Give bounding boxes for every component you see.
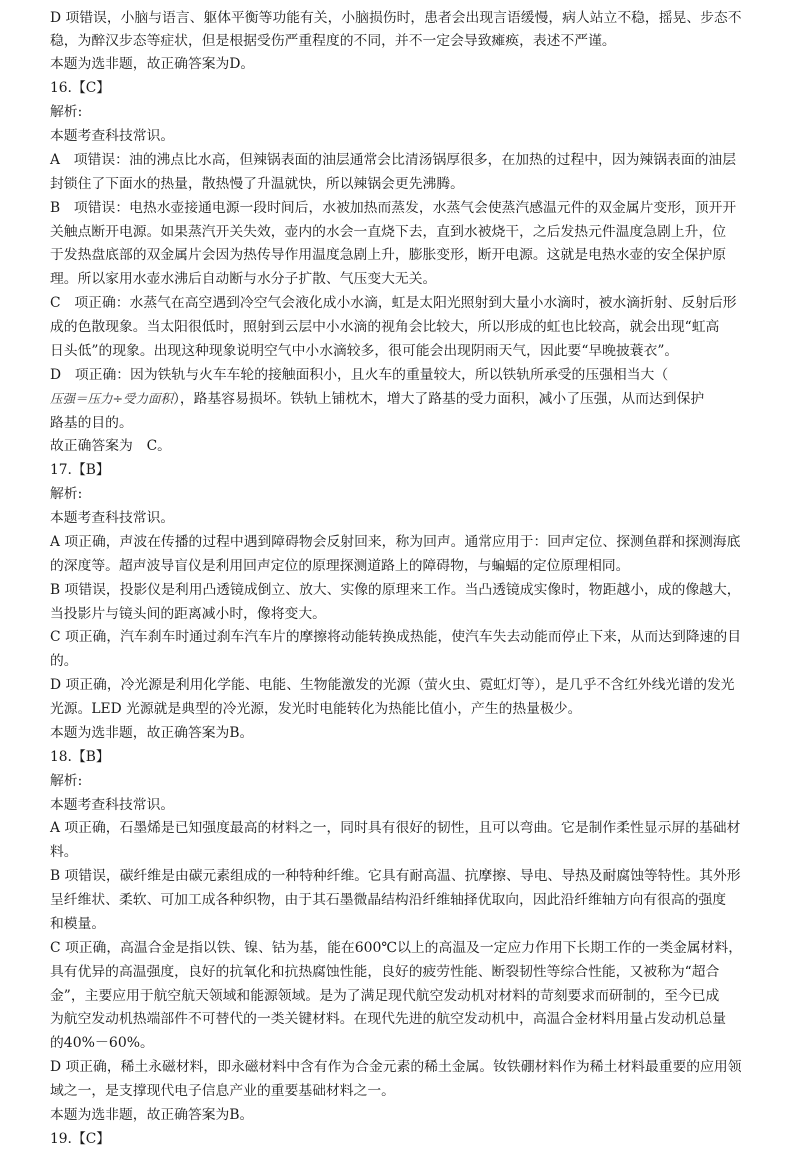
text-line: 日头低”的现象。出现这种现象说明空气中小水滴较多，很可能会出现阴雨天气，因此要“早晚披蓑衣”。 [50,342,679,359]
text-line: 本题考查科技常识。 [50,510,175,527]
text-line: 稳，为醉汉步态等症状，但是根据受伤严重程度的不同，并不一定会导致瘫痪，表述不严谨。 [50,32,616,49]
text-line: 故正确答案为 C。 [50,438,171,455]
text-line: 路基的目的。 [50,414,133,431]
text-line: 本题为选非题，故正确答案为B。 [50,724,254,741]
text-line: 的。 [50,653,78,670]
text-line: 的40%－60%。 [50,1035,154,1052]
text-line: B 项错误，碳纤维是由碳元素组成的一种特种纤维。它具有耐高温、抗摩擦、导电、导热及耐腐蚀等特性。其外形 [50,868,741,885]
text-line: D 项正确，冷光源是利用化学能、电能、生物能激发的光源（萤火虫、霓虹灯等），是几乎不含红外线光谱的发光 [50,677,735,694]
text-line: D 项正确，稀土永磁材料，即永磁材料中含有作为合金元素的稀土金属。钕铁硼材料作为稀土材料最重要的应用领 [50,1059,742,1076]
text-line: 封锁住了下面水的热量，散热慢了升温就快，所以辣锅会更先沸腾。 [50,175,464,192]
text-line: 本题考查科技常识。 [50,128,175,145]
text-line: A 项正确，声波在传播的过程中遇到障碍物会反射回来，称为回声。通常应用于：回声定位、探测鱼群和探测海底 [50,533,741,550]
text-line: B 项错误：电热水壶接通电源一段时间后，水被加热而蒸发，水蒸气会使蒸汽感温元件的双金属片变形，顶开开 [50,199,737,216]
text-line: B 项错误，投影仪是利用凸透镜成倒立、放大、实像的原理来工作。当凸透镜成实像时，物距越小，成的像越大， [50,581,741,598]
question-number: 17.【B】 [50,462,110,479]
text-line: 本题为选非题，故正确答案为B。 [50,1107,254,1124]
text-line: D 项错误，小脑与语言、躯体平衡等功能有关，小脑损伤时，患者会出现言语缓慢，病人站立不稳，摇晃、步态不 [50,9,742,26]
text-line: 压强＝压力÷受力面积），路基容易损坏。铁轨上铺枕木，增大了路基的受力面积，减小了压强，从而达到保护 [50,390,705,407]
question-number: 18.【B】 [50,748,110,765]
text-line: 呈纤维状、柔软、可加工成各种织物，由于其石墨微晶结构沿纤维轴择优取向，因此沿纤维轴方向有很高的强度 [50,892,727,909]
question-number: 16.【C】 [50,80,111,97]
formula-image: 压强＝压力÷受力面积 [50,390,173,406]
text-line: D 项正确：因为铁轨与火车车轮的接触面积小，且火车的重量较大，所以铁轨所承受的压强相当大（ [50,366,669,383]
text-line: 本题为选非题，故正确答案为D。 [50,56,255,73]
text-line: A 项错误：油的沸点比水高，但辣锅表面的油层通常会比清汤锅厚很多，在加热的过程中，因为辣锅表面的油层 [50,151,737,168]
text-line: 的深度等。超声波导盲仪是利用回声定位的原理探测道路上的障碍物，与蝙蝠的定位原理相同。 [50,557,630,574]
text-line: 于发热盘底部的双金属片会因为热传导作用温度急剧上升，膨胀变形，断开电源。这就是电热水壶的安全保护原 [50,247,727,264]
text-line: C 项正确，高温合金是指以铁、镍、钴为基，能在600℃以上的高温及一定应力作用下长期工作的一类金属材料， [50,939,742,956]
temperature-value: 600℃ [354,939,398,956]
text-line: 当投影片与镜头间的距离减小时，像将变大。 [50,605,326,622]
text-line: 光源。LED 光源就是典型的冷光源，发光时电能转化为热能比值小，产生的热量极少。 [50,701,582,718]
text-line: 成的色散现象。当太阳很低时，照射到云层中小水滴的视角会比较大，所以形成的虹也比较高，就会出现“虹高 [50,319,720,336]
text-line: C 项正确：水蒸气在高空遇到冷空气会液化成小水滴，虹是太阳光照射到大量小水滴时，被水滴折射、反射后形 [50,295,737,312]
text-line: A 项正确，石墨烯是已知强度最高的材料之一，同时具有很好的韧性，且可以弯曲。它是制作柔性显示屏的基础材 [50,820,741,837]
text-line: 具有优异的高温强度，良好的抗氧化和抗热腐蚀性能，良好的疲劳性能、断裂韧性等综合性能，又被称为“超合 [50,963,720,980]
percentage-range: 40%－60% [63,1035,141,1052]
question-number: 19.【C】 [50,1131,111,1148]
text-line: C 项正确，汽车刹车时通过刹车汽车片的摩擦将动能转换成热能，使汽车失去动能而停止下来，从而达到降速的目 [50,629,741,646]
text-line: 域之一，是支撑现代电子信息产业的重要基础材料之一。 [50,1083,395,1100]
text-line: 本题考查科技常识。 [50,796,175,813]
text-line: 和模量。 [50,915,106,932]
text-line: 料。 [50,844,78,861]
text-line: 关触点断开电源。如果蒸汽开关失效，壶内的水会一直烧下去，直到水被烧干，之后发热元件温度急剧上升，位 [50,223,727,240]
text-line: 解析: [50,486,83,503]
text-line: 解析: [50,104,83,121]
text-line: 金”，主要应用于航空航天领域和能源领域。是为了满足现代航空发动机对材料的苛刻要求而研制的，至今已成 [50,987,720,1004]
text-line: 为航空发动机热端部件不可替代的一类关键材料。在现代先进的航空发动机中，高温合金材料用量占发动机总量 [50,1011,727,1028]
text-line: 理。所以家用水壶水沸后自动断与水分子扩散、气压变大无关。 [50,271,437,288]
text-line: 解析: [50,772,83,789]
